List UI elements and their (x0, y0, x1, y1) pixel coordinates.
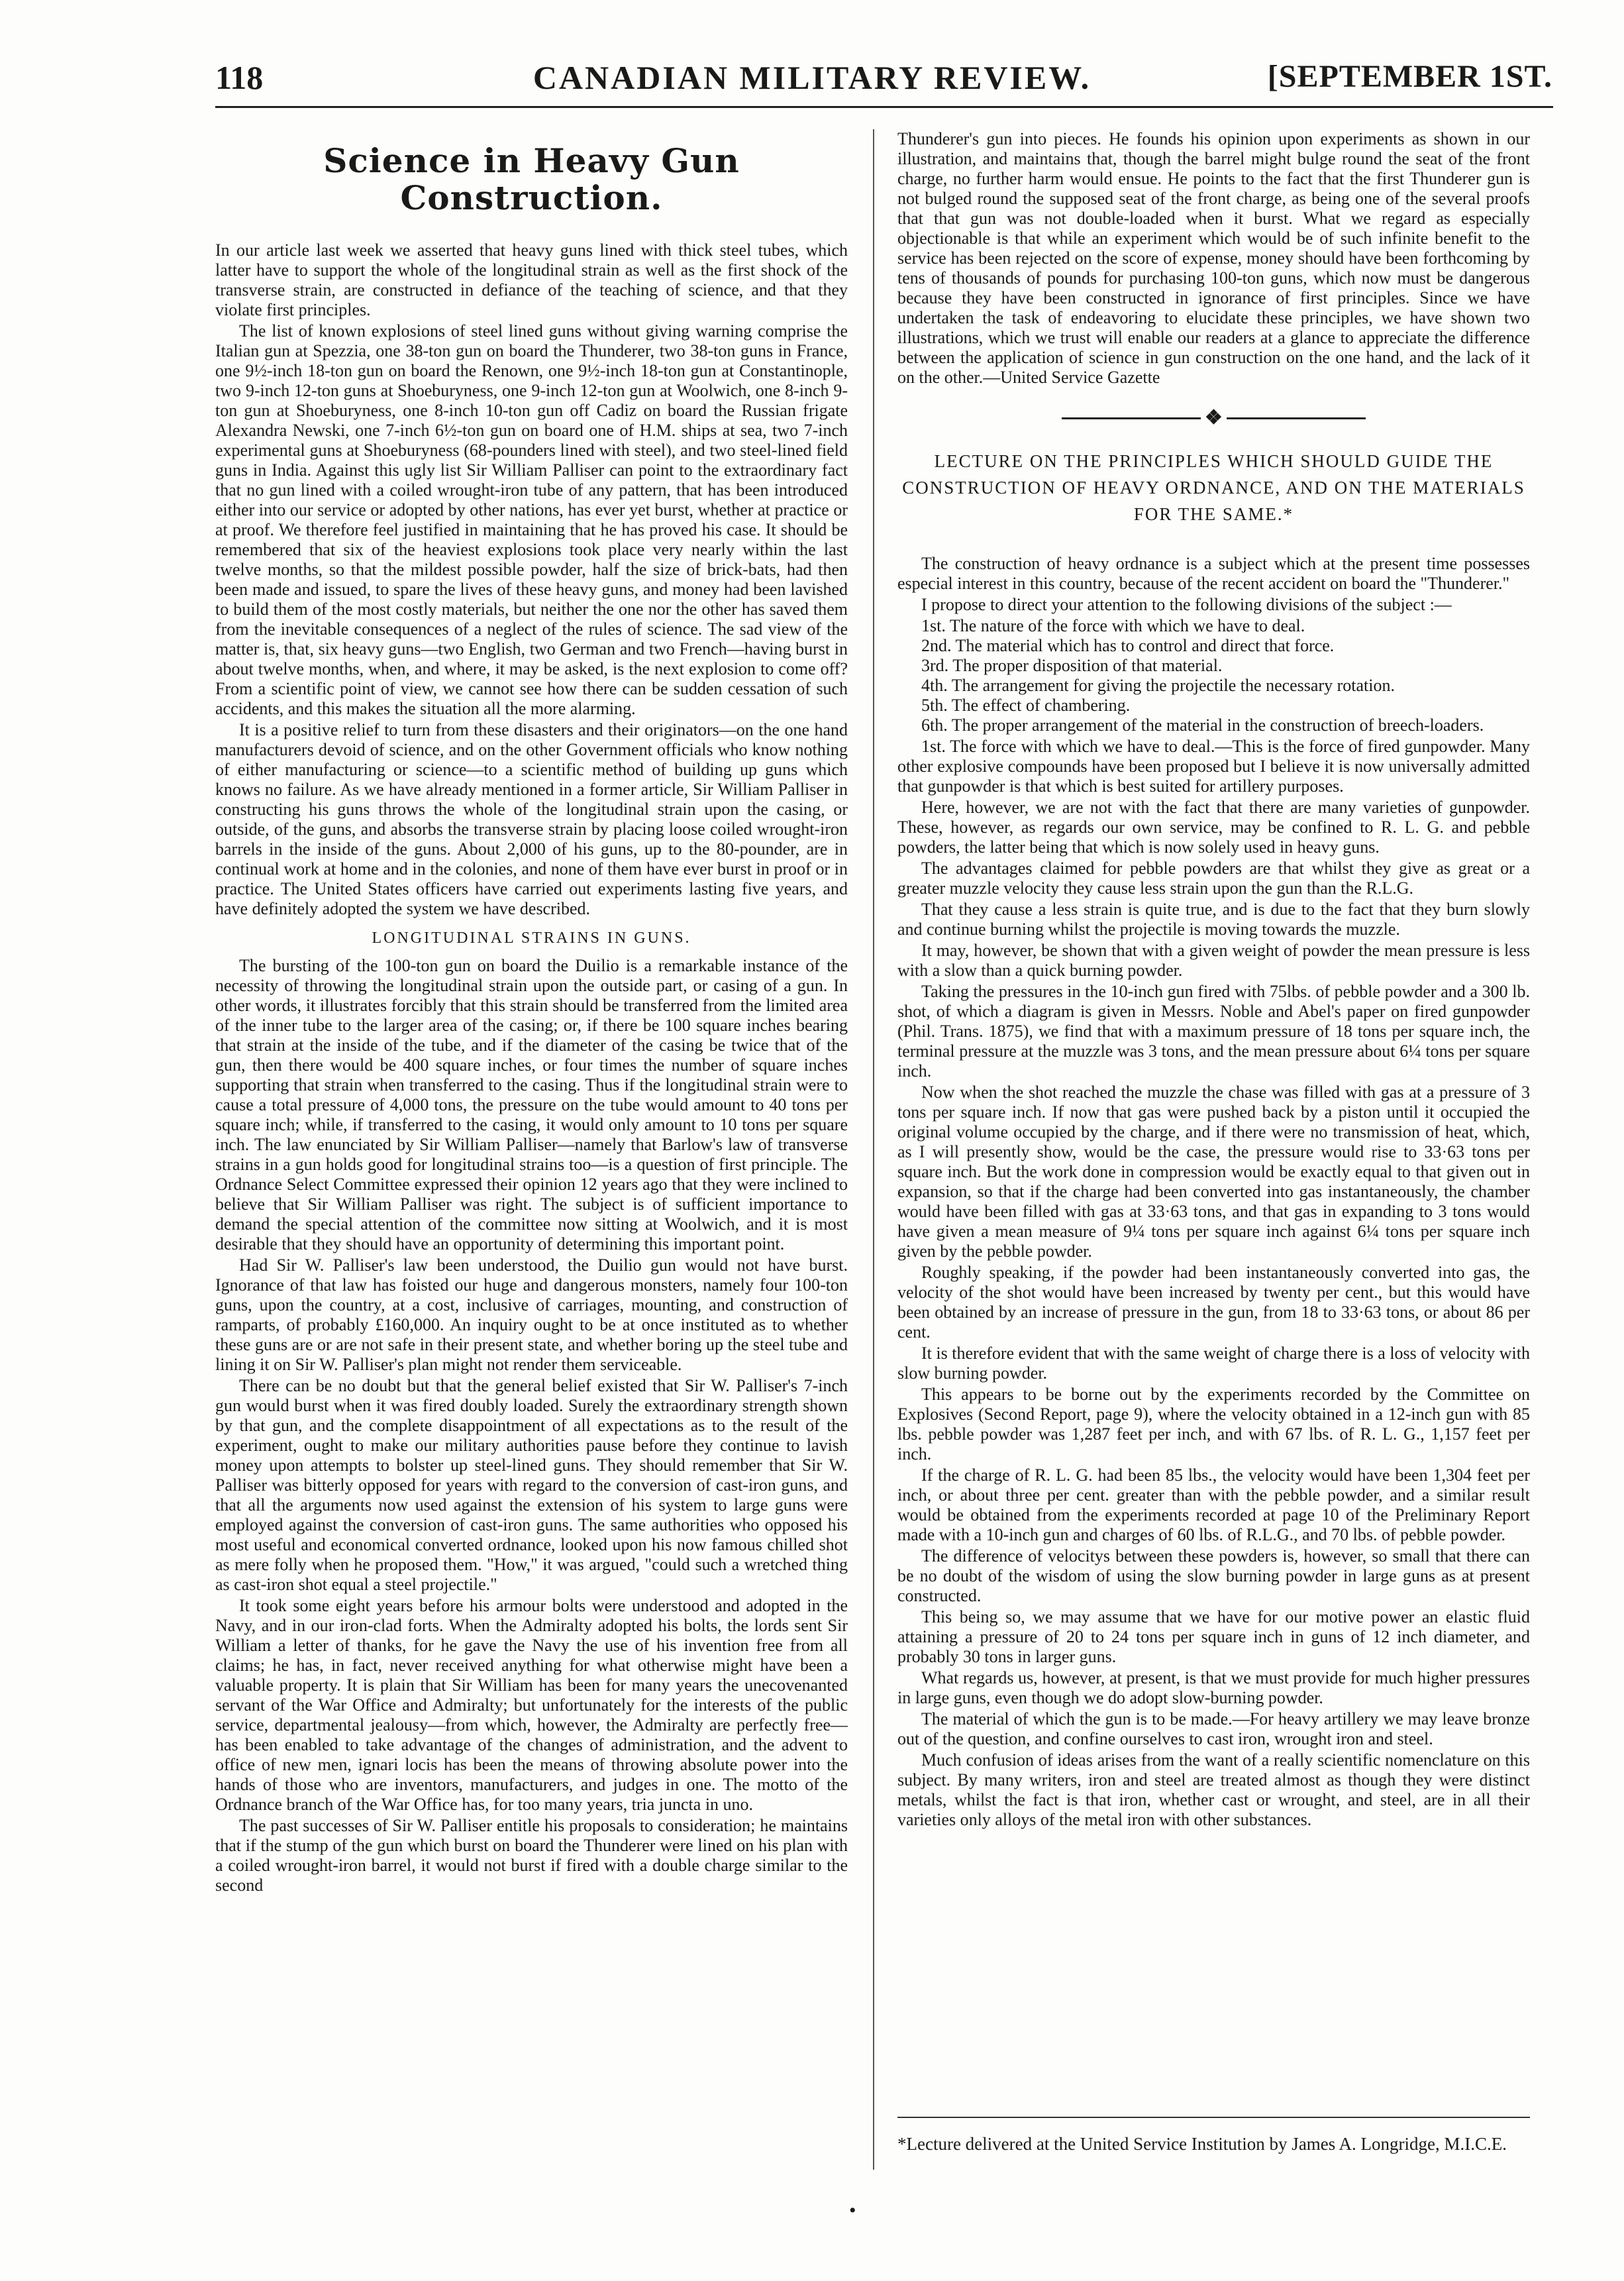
list-item: 4th. The arrangement for giving the projectile the necessary rotation. (921, 676, 1395, 696)
paragraph: The past successes of Sir W. Palliser entitle his proposals to consideration; he maintains that if the stump of the gun which burst on board the Thunderer were lined on his plan with a coiled wrought-iron barrel, it would not burst if fired with a double charge similar to the second (215, 1816, 848, 1895)
paragraph: It took some eight years before his armour bolts were understood and adopted in the Navy, and in our iron-clad forts. When the Admiralty adopted his bolts, the lords sent Sir William a letter of thanks, for he gave the Navy the use of his invention free from all claims; he has, in fact, never received anything for what otherwise might have been a valuable property. It is plain that Sir William has been for many years the unecovenanted servant of the War Office and Admiralty; but unfortunately for the interests of the public service, departmental jealousy—from which, however, the Admiralty are perfectly free—has been enabled to take advantage of the changes of administration, and the advent to office of new men, ignari locis has been the means of throwing absolute power into the hands of those who are inventors, manufacturers, and judges in one. The motto of the Ordnance branch of the War Office has, for too many years, tria juncta in uno. (215, 1596, 848, 1814)
paragraph: It may, however, be shown that with a given weight of powder the mean pressure is less with a slow than a quick burning powder. (897, 941, 1530, 981)
paragraph: It is a positive relief to turn from these disasters and their originators—on the one hand manufacturers devoid of science, and on the other Government officials who know nothing of either manufacturing or science—to a scientific method of building up guns which knows no failure. As we have already mentioned in a former article, Sir William Palliser in constructing his guns throws the whole of the longitudinal strain upon the casing, or outside, of the guns, and absorbs the transverse strain by placing loose coiled wrought-iron barrels in the inside of the guns. About 2,000 of his guns, up to the 80-pounder, are in continual work at home and in the colonies, and none of them have ever burst in proof or in practice. The United States officers have carried out experiments lasting five years, and have definitely adopted the system we have described. (215, 720, 848, 918)
list-item: 2nd. The material which has to control and direct that force. (921, 636, 1335, 656)
paragraph: This being so, we may assume that we have for our motive power an elastic fluid attaining a pressure of 20 to 24 tons per square inch in guns of 12 inch diameter, and probably 30 tons in larger guns. (897, 1607, 1530, 1667)
paragraph: The advantages claimed for pebble powders are that whilst they give as great or a greater muzzle velocity they cause less strain upon the gun than the R.L.G. (897, 859, 1530, 898)
left-column (215, 129, 848, 2176)
paragraph: The construction of heavy ordnance is a subject which at the present time possesses especial interest in this country, because of the recent accident on board the "Thunderer." (897, 554, 1530, 594)
list-item: 6th. The proper arrangement of the material in the construction of breech-loaders. (921, 716, 1484, 735)
division-list (897, 616, 1530, 735)
paragraph: I propose to direct your attention to the following divisions of the subject :— (921, 595, 1452, 615)
paragraph: Now when the shot reached the muzzle the chase was filled with gas at a pressure of 3 tons per square inch. If now that gas were pushed back by a piston until it occupied the original volume occupied by the charge, and if there were no transmission of heat, which, as I will presently show, would be the case, the pressure would rise to 33·63 tons per square inch. But the work done in compression would be exactly equal to that given out in expansion, so that if the charge had been converted into gas instantaneously, the chamber would have been filled with gas at 33·63 tons, and that gas in expanding to 3 tons would have given a mean measure of 9¼ tons per square inch against 6¼ tons per square inch given by the pebble powder. (897, 1083, 1530, 1261)
paragraph: Here, however, we are not with the fact that there are many varieties of gunpowder. These, however, as regards our own service, may be confined to R. L. G. and pebble powders, the latter being that which is now solely used in heavy guns. (897, 798, 1530, 857)
article-title: Science in Heavy Gun Construction. (323, 141, 740, 217)
paragraph: The list of known explosions of steel lined guns without giving warning comprise the Italian gun at Spezzia, one 38-ton gun on board the Thunderer, two 38-ton guns in France, one 9½-inch 18-ton gun on board the Renown, one 9½-inch 18-ton gun at Constantinople, two 9-inch 12-ton guns at Shoeburyness, one 9-inch 12-ton gun at Woolwich, one 8-inch 9-ton gun at Shoeburyness, one 8-inch 10-ton gun off Cadiz on board the Russian frigate Alexandra Newski, one 7-inch 6½-ton gun on board one of H.M. ships at sea, two 7-inch experimental guns at Shoeburyness (68-pounders lined with steel), and two steel-lined field guns in India. Against this ugly list Sir William Palliser can point to the extraordinary fact that no gun lined with a coiled wrought-iron tube of any pattern, that has been introduced either into our service or adopted by other nations, has ever yet burst, whether at practice or at proof. We therefore feel justified in maintaining that he has proved his case. It should be remembered that six of the heaviest explosions took place very nearly within the last twelve months, so that the mildest possible powder, half the size of brick-bats, had then been made and issued, to spare the lives of these heavy guns, and money had been lavished to build them of the most costly materials, but neither the one nor the other has saved them from the inevitable consequences of a neglect of the rules of science. The sad view of the matter is, that, six heavy guns—two English, two German and two French—having burst in about twelve months, when, and where, it may be asked, is the next explosion to come off? From a scientific point of view, we cannot see how there can be sudden cessation of such accidents, and this makes the situation all the more alarming. (215, 321, 848, 718)
paragraph: This appears to be borne out by the experiments recorded by the Committee on Explosives (Second Report, page 9), where the velocity obtained in a 12-inch gun with 85 lbs. pebble powder was 1,287 feet per inch, and with 67 lbs. of R. L. G., 1,157 feet per inch. (897, 1385, 1530, 1464)
paragraph: The bursting of the 100-ton gun on board the Duilio is a remarkable instance of the necessity of throwing the longitudinal strain upon the outside part, or casing of a gun. In other words, it illustrates forcibly that this strain should be transferred from the limited area of the inner tube to the larger area of the casing; or, if there be 100 square inches bearing that strain at the inside of the tube, and if the diameter of the casing be twice that of the gun, then there would be 400 square inches, or four times the number of square inches supporting that strain when transferred to the casing. Thus if the longitudinal strain were to cause a total pressure of 4,000 tons, the pressure on the tube would amount to 40 tons per square inch; while, if transferred to the casing, it would only amount to 10 tons per square inch. The law enunciated by Sir William Palliser—namely that Barlow's law of transverse strains in a gun holds good for longitudinal strains too—is a question of first principle. The Ordnance Select Committee expressed their opinion 12 years ago that they were inclined to believe that Sir William Palliser was right. The subject is of sufficient importance to demand the special attention of the committee now sitting at Woolwich, and it is most desirable that they should have an opportunity of determining this important point. (215, 956, 848, 1253)
paragraph: Much confusion of ideas arises from the want of a really scientific nomenclature on this subject. By many writers, iron and steel are treated almost as though they were distinct metals, whilst the fact is that iron, whether cast or wrought, and steel, are in all their varieties only alloys of the metal iron with other substances. (897, 1750, 1530, 1830)
paragraph: There can be no doubt but that the general belief existed that Sir W. Palliser's 7-inch gun would burst when it was fired doubly loaded. Surely the extraordinary strength shown by that gun, and the complete disappointment of all expectations as to the result of the experiment, ought to make our military authorities pause before they continue to lavish money upon attempts to bolster up steel-lined guns. They should remember that Sir W. Palliser was bitterly opposed for years with regard to the conversion of cast-iron guns, and that all the arguments now used against the extension of his system to large guns were employed against the conversion of cast-iron guns. The same authorities who opposed his most useful and economical converted ordnance, looked upon his now famous chilled shot as mere folly when he proposed them. "How," it was argued, "could such a wretched thing as cast-iron shot equal a steel projectile." (215, 1376, 848, 1594)
paragraph: Taking the pressures in the 10-inch gun fired with 75lbs. of pebble powder and a 300 lb. shot, of which a diagram is given in Messrs. Noble and Abel's paper on fired gunpowder (Phil. Trans. 1875), we find that with a maximum pressure of 18 tons per square inch, the terminal pressure at the muzzle was 3 tons, and the mean pressure about 6¼ tons per square inch. (897, 982, 1530, 1081)
paragraph: Roughly speaking, if the powder had been instantaneously converted into gas, the velocity of the shot would have been increased by twenty per cent., but this would have been obtained by an increase of pressure in the gun, from 18 to 33·63 tons, or about 86 per cent. (897, 1263, 1530, 1342)
paragraph: The material of which the gun is to be made.—For heavy artillery we may leave bronze out of the question, and confine ourselves to cast iron, wrought iron and steel. (897, 1709, 1530, 1749)
column-divider (873, 129, 874, 2170)
subheading: LONGITUDINAL STRAINS IN GUNS. (372, 929, 691, 947)
issue-date: [SEPTEMBER 1ST. (1267, 59, 1552, 94)
paragraph: The difference of velocitys between these powders is, however, so small that there can be no doubt of the wisdom of using the slow burning powder in large guns as at present constructed. (897, 1546, 1530, 1606)
paragraph: If the charge of R. L. G. had been 85 lbs., the velocity would have been 1,304 feet per inch, or about three per cent. greater than with the pebble powder, and a similar result would be obtained from the experiments recorded at page 10 of the Preliminary Report made with a 10-inch gun and charges of 60 lbs. of R.L.G., and 70 lbs. of pebble powder. (897, 1465, 1530, 1545)
page-header (0, 58, 1624, 105)
list-item: 3rd. The proper disposition of that material. (921, 656, 1223, 676)
paragraph: Had Sir W. Palliser's law been understood, the Duilio gun would not have burst. Ignorance of that law has foisted our huge and dangerous monsters, namely four 100-ton guns, upon the country, at a cost, inclusive of carriages, mounting, and construction of ramparts, of probably £160,000. An inquiry ought to be at once instituted as to whether these guns are or are not safe in their present state, and whether boring up the steel tube and lining it on Sir W. Palliser's plan might not render them serviceable. (215, 1255, 848, 1374)
list-item: 1st. The nature of the force with which we have to deal. (921, 616, 1305, 636)
list-item: 5th. The effect of chambering. (921, 696, 1131, 716)
paragraph: In our article last week we asserted that heavy guns lined with thick steel tubes, which latter have to support the whole of the longitudinal strain as well as the first shock of the transverse strain, are constructed in defiance of the teaching of science, and that they violate first principles. (215, 240, 848, 319)
footnote-rule (897, 2117, 1530, 2118)
paragraph: What regards us, however, at present, is that we must provide for much higher pressures in large guns, even though we do adopt slow-burning powder. (897, 1668, 1530, 1708)
page-number: 118 (215, 59, 264, 96)
lecture-title: LECTURE ON THE PRINCIPLES WHICH SHOULD GUIDE THE CONSTRUCTION OF HEAVY ORDNANCE, AND ON THE MATERIALS FOR THE SAME.* (902, 451, 1525, 525)
paragraph: That they cause a less strain is quite true, and is due to the fact that they burn slowly and continue burning whilst the projectile is moving towards the muzzle. (897, 900, 1530, 939)
page-mark: • (849, 2200, 856, 2221)
header-rule (215, 106, 1553, 108)
footnote: *Lecture delivered at the United Service Institution by James A. Longridge, M.I.C.E. (897, 2134, 1507, 2154)
section-ornament: ❖ (897, 407, 1530, 428)
right-column (897, 129, 1530, 1958)
continued-paragraph: Thunderer's gun into pieces. He founds his opinion upon experiments as shown in our illustration, and maintains that, though the barrel might bulge round the seat of the front charge, no further harm would ensue. He points to the fact that the first Thunderer gun is not bulged round the supposed seat of the front charge, as being one of the several proofs that that gun was not double-loaded when it burst. What we regard as especially objectionable is that while an experiment which would be of such infinite benefit to the service has been rejected on the score of expense, money should have been forthcoming by tens of thousands of pounds for purchasing 100-ton guns, which now must be dangerous because they have been constructed in ignorance of first principles. Since we have undertaken the task of endeavoring to elucidate these principles, we have shown two illustrations, which we trust will enable our readers at a glance to appreciate the difference between the application of science in gun construction on the one hand, and the lack of it on the other.—United Service Gazette (897, 129, 1530, 387)
paragraph: It is therefore evident that with the same weight of charge there is a loss of velocity with slow burning powder. (897, 1344, 1530, 1383)
paragraph: 1st. The force with which we have to deal.—This is the force of fired gunpowder. Many other explosive compounds have been proposed but I believe it is now universally admitted that gunpowder is that which is best suited for artillery purposes. (897, 737, 1530, 796)
journal-title: CANADIAN MILITARY REVIEW. (533, 59, 1091, 96)
